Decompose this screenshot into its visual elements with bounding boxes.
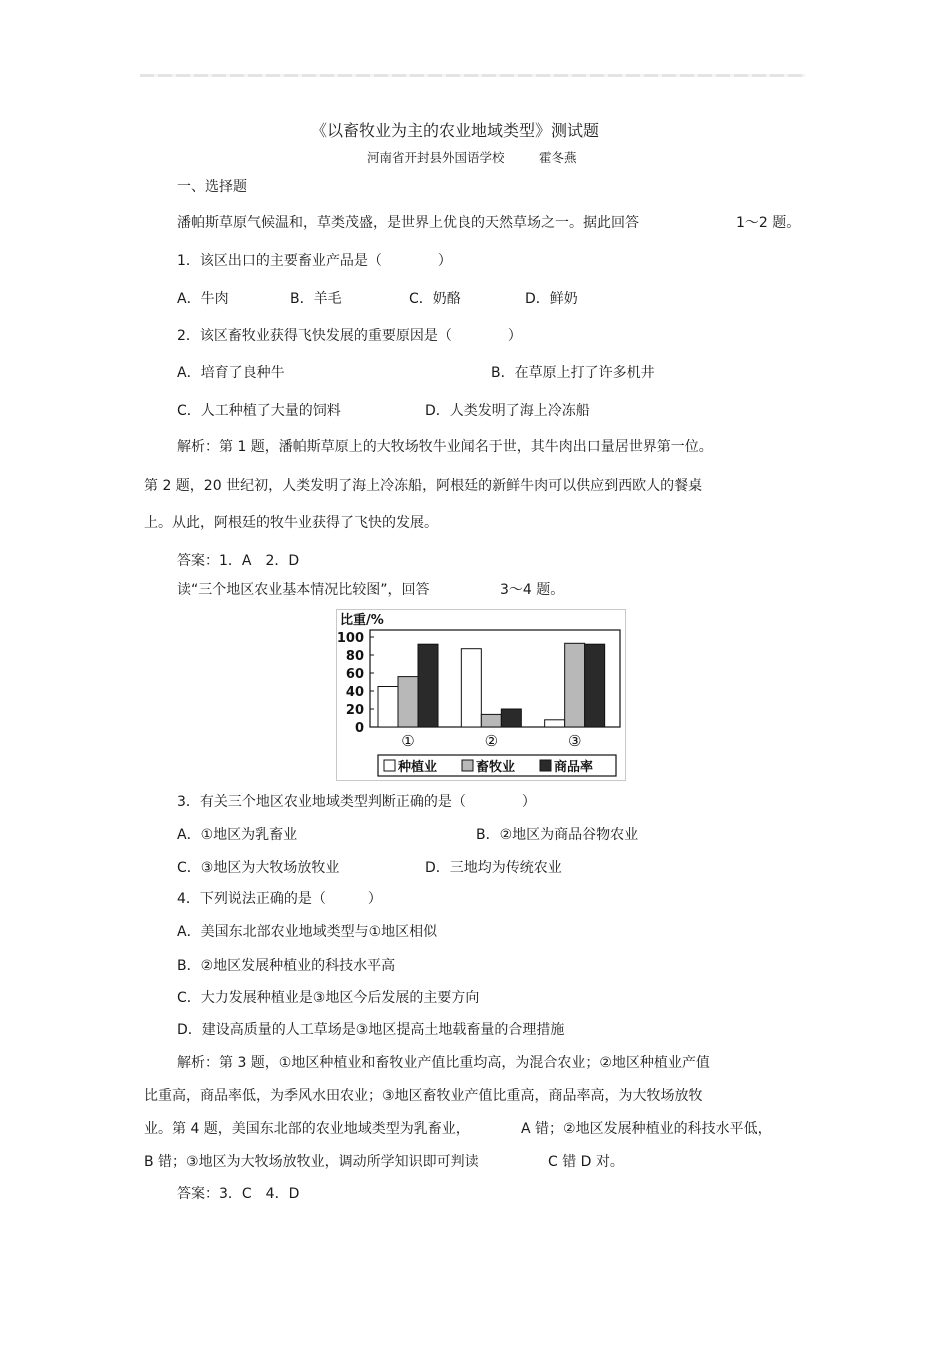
bar — [501, 709, 521, 727]
question-3: 3．有关三个地区农业地域类型判断正确的是（ ） — [177, 794, 536, 810]
intro-range-1: 1～2 题。 — [736, 215, 801, 231]
bar — [398, 677, 418, 727]
q1-option-a: A．牛肉 — [177, 291, 229, 307]
y-tick-label: 0 — [354, 721, 364, 736]
q3-option-c: C．③地区为大牧场放牧业 — [177, 860, 340, 876]
q4-option-c: C．大力发展种植业是③地区今后发展的主要方向 — [177, 990, 480, 1006]
q3-option-d: D．三地均为传统农业 — [425, 860, 562, 876]
legend-label: 商品率 — [554, 760, 594, 775]
author-name: 霍冬燕 — [539, 150, 577, 165]
category-label: ③ — [567, 732, 582, 750]
q2-option-d: D．人类发明了海上冷冻船 — [425, 403, 590, 419]
question-4: 4．下列说法正确的是（ ） — [177, 891, 382, 907]
explanation-2-line-3b: A 错；②地区发展种植业的科技水平低， — [521, 1121, 772, 1137]
answer-1: 答案：1．A 2．D — [177, 553, 300, 569]
q1-option-b: B．羊毛 — [290, 291, 342, 307]
section-heading: 一、选择题 — [177, 179, 247, 195]
q2-option-c: C．人工种植了大量的饲料 — [177, 403, 341, 419]
q3-option-a: A．①地区为乳畜业 — [177, 827, 298, 843]
y-tick-label: 40 — [345, 685, 364, 700]
explanation-2-line-4a: B 错；③地区为大牧场放牧业，调动所学知识即可判读 — [144, 1154, 479, 1170]
explanation-2-line-1: 解析：第 3 题，①地区种植业和畜牧业产值比重均高，为混合农业；②地区种植业产值 — [177, 1055, 710, 1071]
y-tick-label: 80 — [345, 649, 364, 664]
y-tick-label: 20 — [345, 703, 364, 718]
q2-option-a: A．培育了良种牛 — [177, 365, 285, 381]
legend-label: 种植业 — [398, 760, 438, 775]
explanation-2-line-3a: 业。第 4 题，美国东北部的农业地域类型为乳畜业， — [144, 1121, 470, 1137]
q4-option-b: B．②地区发展种植业的科技水平高 — [177, 958, 396, 974]
explanation-1-line-2: 第 2 题，20 世纪初，人类发明了海上冷冻船，阿根廷的新鲜牛肉可以供应到西欧人的餐桌 — [144, 478, 703, 494]
bar — [545, 720, 565, 727]
q4-option-d: D．建设高质量的人工草场是③地区提高土地载畜量的合理措施 — [177, 1022, 565, 1038]
legend-label: 畜牧业 — [476, 760, 516, 775]
answer-2: 答案：3．C 4．D — [177, 1186, 300, 1202]
legend-swatch — [384, 760, 395, 771]
bar — [481, 714, 501, 727]
author-school: 河南省开封县外国语学校 — [367, 150, 505, 165]
intro-text-1: 潘帕斯草原气候温和，草类茂盛，是世界上优良的天然草场之一。据此回答 — [177, 215, 639, 231]
bar — [565, 643, 585, 727]
bar — [378, 687, 398, 728]
intro-text-2: 读“三个地区农业基本情况比较图”，回答 — [177, 582, 430, 598]
page-title: 《以畜牧业为主的农业地域类型》测试题 — [311, 121, 600, 140]
y-tick-label: 60 — [345, 667, 364, 682]
legend-swatch — [462, 760, 473, 771]
explanation-1-line-3: 上。从此，阿根廷的牧牛业获得了飞快的发展。 — [144, 515, 438, 531]
bar — [418, 644, 438, 727]
header-rule — [140, 74, 805, 77]
explanation-2-line-4b: C 错 D 对。 — [548, 1154, 624, 1170]
agriculture-comparison-chart — [336, 609, 626, 781]
q1-option-d: D．鲜奶 — [525, 291, 578, 307]
chart-ylabel: 比重/% — [340, 613, 384, 628]
question-1: 1．该区出口的主要畜业产品是（ ） — [177, 253, 452, 269]
question-2: 2．该区畜牧业获得飞快发展的重要原因是（ ） — [177, 328, 522, 344]
category-label: ① — [401, 732, 415, 750]
bar — [585, 644, 605, 727]
q1-option-c: C．奶酪 — [409, 291, 461, 307]
q2-option-b: B．在草原上打了许多机井 — [491, 365, 655, 381]
bar — [461, 649, 481, 727]
explanation-1-line-1: 解析：第 1 题，潘帕斯草原上的大牧场牧牛业闻名于世，其牛肉出口量居世界第一位。 — [177, 439, 713, 455]
intro-range-2: 3～4 题。 — [500, 582, 565, 598]
legend-swatch — [540, 760, 551, 771]
category-label: ② — [484, 732, 499, 750]
explanation-2-line-2: 比重高，商品率低，为季风水田农业；③地区畜牧业产值比重高，商品率高，为大牧场放牧 — [144, 1088, 703, 1104]
q4-option-a: A．美国东北部农业地域类型与①地区相似 — [177, 924, 438, 940]
q3-option-b: B．②地区为商品谷物农业 — [476, 827, 639, 843]
y-tick-label: 100 — [336, 631, 364, 646]
